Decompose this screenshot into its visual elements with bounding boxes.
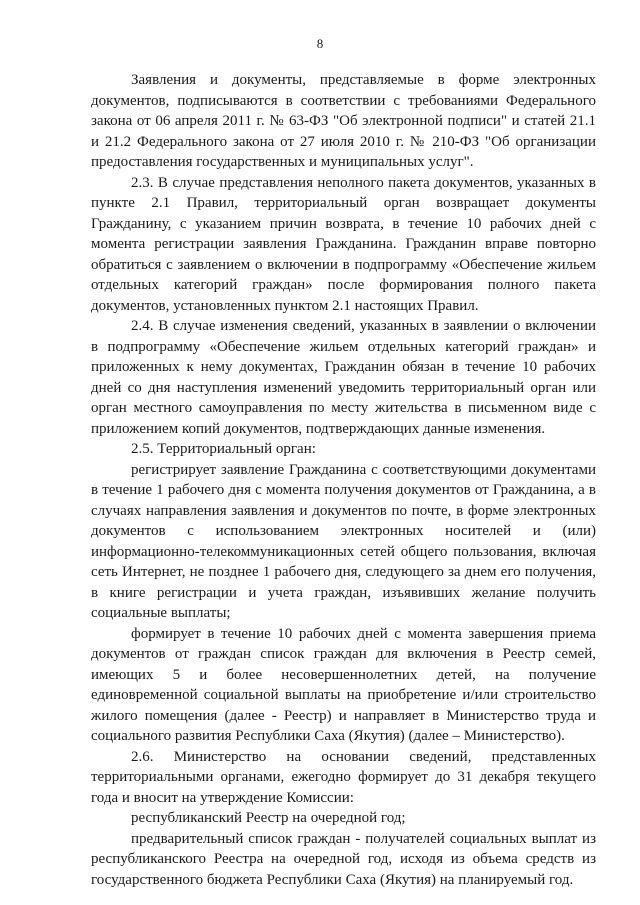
paragraph-2-5-heading: 2.5. Территориальный орган: [131,441,316,457]
paragraph-preliminary-list: предварительный список граждан - получателей социальных выплат из республиканского Реестра на очередной год, исходя из объема средств из государственного бюджета Республики Саха (Якутия) на планируемый год. [91,830,596,888]
paragraph-electronic-documents: Заявления и документы, представляемые в форме электронных документов, подписываются в соответствии с требованиями Федерального закона от 06 апреля 2011 г. № 63-ФЗ "Об электронной подписи" и статей 21.1 и 21.2 Федерального закона от 27 июля 2010 г. № 210-ФЗ "Об организации предоставления государственных и муниципальных услуг". [91,72,596,170]
document-body [91,70,596,890]
paragraph-2-6: 2.6. Министерство на основании сведений, представленных территориальными органами, ежегодно формирует до 31 декабря текущего года и вносит на утверждение Комиссии: [91,748,596,806]
paragraph-forms-list: формирует в течение 10 рабочих дней с момента завершения приема документов от граждан список граждан для включения в Реестр семей, имеющих 5 и более несовершеннолетних детей, на получение единовременной социальной выплаты на приобретение и/или строительство жилого помещения (далее - Реестр) и направляет в Министерство труда и социального развития Республики Саха (Якутия) (далее – Министерство). [91,625,596,744]
page-number: 8 [316,36,324,51]
paragraph-registers: регистрирует заявление Гражданина с соответствующими документами в течение 1 рабочего дня с момента получения документов от Гражданина, а в случаях направления заявления и документов по почте, в форме электронных документов с использованием электронных носителей и (или) информационно-телекоммуникационных сетей общего пользования, включая сеть Интернет, не позднее 1 рабочего дня, следующего за днем его получения, в книге регистрации и учета граждан, изъявивших желание получить социальные выплаты; [91,461,596,621]
paragraph-republic-registry: республиканский Реестр на очередной год; [131,810,406,826]
paragraph-2-4: 2.4. В случае изменения сведений, указанных в заявлении о включении в подпрограмму «Обеспечение жильем отдельных категорий граждан» и приложенных к нему документах, Гражданин обязан в течение 10 рабочих дней со дня наступления изменений уведомить территориальный орган или орган местного самоуправления по месту жительства в письменном виде с приложением копий документов, подтверждающих данные изменения. [91,318,596,437]
paragraph-2-3: 2.3. В случае представления неполного пакета документов, указанных в пункте 2.1 Правил, территориальный орган возвращает документы Гражданину, с указанием причин возврата, в течение 10 рабочих дней с момента регистрации заявления Гражданина. Гражданин вправе повторно обратиться с заявлением о включении в подпрограмму «Обеспечение жильем отдельных категорий граждан» после формирования полного пакета документов, установленных пунктом 2.1 настоящих Правил. [91,174,596,314]
